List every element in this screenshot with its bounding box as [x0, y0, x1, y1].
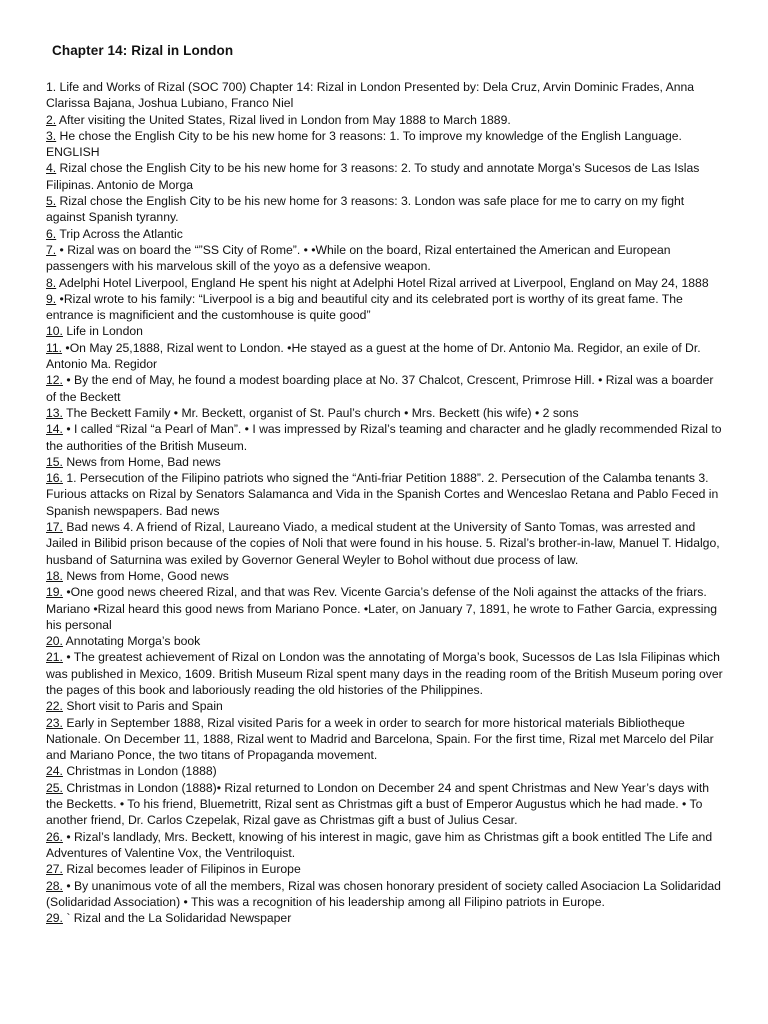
- item-text: •One good news cheered Rizal, and that was Rev. Vicente Garcia’s defense of the Noli against the attacks of the friars. Mariano •Rizal heard this good news from Mariano Ponce. •Later, on January 7, 1891, he wrote to Father Garcia, expressing his personal: [46, 585, 718, 632]
- item-number: 6.: [46, 226, 57, 241]
- list-item: [46, 763, 724, 779]
- item-text: Christmas in London (1888)• Rizal returned to London on December 24 and spent Christmas and New Year’s days with the Becketts. • To his friend, Bluemetritt, Rizal sent as Christmas gift a bust of Emperor Augustus which he had made. • To another friend, Dr. Carlos Czepelak, Rizal gave as Christmas gift a bust of Julius Cesar.: [46, 780, 710, 828]
- item-number: 22.: [46, 699, 63, 714]
- item-number: 2.: [46, 112, 57, 127]
- item-text: Life and Works of Rizal (SOC 700) Chapter 14: Rizal in London Presented by: Dela Cruz, Arvin Dominic Frades, Anna Clarissa Bajana, Joshua Lubiano, Franco Niel: [46, 80, 695, 111]
- list-item: [46, 829, 724, 862]
- item-number: 21.: [46, 650, 63, 665]
- list-item: [46, 291, 724, 324]
- item-number: 5.: [46, 194, 57, 209]
- list-item: [46, 910, 724, 926]
- item-text: After visiting the United States, Rizal lived in London from May 1888 to March 1889.: [56, 112, 511, 127]
- list-item: [46, 861, 724, 877]
- list-item: [46, 421, 724, 454]
- item-text: • Rizal’s landlady, Mrs. Beckett, knowing of his interest in magic, gave him as Christmas gift a book entitled The Life and Adventures of Valentine Vox, the Ventriloquist.: [46, 829, 713, 860]
- item-number: 14.: [46, 422, 63, 437]
- item-text: The Beckett Family • Mr. Beckett, organist of St. Paul’s church • Mrs. Beckett (his wife) • 2 sons: [62, 405, 579, 420]
- list-item: [46, 372, 724, 405]
- list-item: [46, 649, 724, 698]
- item-text: News from Home, Good news: [62, 568, 229, 583]
- item-number: 12.: [46, 373, 63, 388]
- item-number: 18.: [46, 568, 63, 583]
- item-number: 28.: [46, 878, 63, 893]
- item-number: 24.: [46, 764, 63, 779]
- list-item: [46, 193, 724, 226]
- item-text: Life in London: [62, 324, 143, 339]
- item-number: 20.: [46, 634, 63, 649]
- item-text: •Rizal wrote to his family: “Liverpool is a big and beautiful city and its celebrated port is worthy of its great fame. The entrance is magnificient and the customhouse is quite good”: [46, 291, 683, 323]
- item-text: Rizal chose the English City to be his new home for 3 reasons: 3. London was safe place for me to carry on my fight against Spanish tyranny.: [46, 194, 685, 225]
- item-text: 1. Persecution of the Filipino patriots who signed the “Anti-friar Petition 1888”. 2. Persecution of the Calamba tenants 3. Furious attacks on Rizal by Senators Salamanca and Vida in the Spanish Cortes and Wenceslao Retana and Pablo Feced in Spanish newspapers. Bad news: [46, 471, 719, 518]
- list-item: [46, 878, 724, 911]
- item-text: • By the end of May, he found a modest boarding place at No. 37 Chalcot, Crescent, Primrose Hill. • Rizal was a boarder of the Beckett: [46, 373, 714, 404]
- item-number: 8.: [46, 275, 57, 290]
- list-item: [46, 715, 724, 764]
- list-item: [46, 226, 724, 242]
- item-text: • The greatest achievement of Rizal on London was the annotating of Morga’s book, Sucessos de Las Isla Filipinas which was published in Mexico, 1609. British Museum Rizal spent many days in the reading room of the British Museum poring over the pages of this book and laboriously reading the old histories of the Philippines.: [46, 650, 723, 697]
- list-item: [46, 340, 724, 373]
- list-item: [46, 405, 724, 421]
- list-item: [46, 519, 724, 568]
- item-text: News from Home, Bad news: [62, 454, 221, 469]
- item-text: • I called “Rizal “a Pearl of Man”. • I was impressed by Rizal’s teaming and character and he gladly recommended Rizal to the authorities of the British Museum.: [46, 422, 722, 453]
- item-number: 10.: [46, 324, 63, 339]
- item-text: ` Rizal and the La Solidaridad Newspaper: [62, 911, 292, 926]
- list-item: [46, 568, 724, 584]
- item-text: Rizal chose the English City to be his new home for 3 reasons: 2. To study and annotate Morga’s Sucesos de Las Islas Filipinas. Antonio de Morga: [46, 161, 700, 192]
- item-text: • Rizal was on board the “”SS City of Rome”. • •While on the board, Rizal entertained the American and European passengers with his marvelous skill of the yoyo as a defensive weapon.: [46, 242, 671, 274]
- list-item: [46, 780, 724, 829]
- item-number: 29.: [46, 911, 63, 926]
- page-title: Chapter 14: Rizal in London: [52, 43, 234, 58]
- item-number: 17.: [46, 520, 63, 535]
- item-text: He chose the English City to be his new home for 3 reasons: 1. To improve my knowledge of the English Language. ENGLISH: [46, 128, 682, 160]
- item-text: Adelphi Hotel Liverpool, England He spent his night at Adelphi Hotel Rizal arrived at Liverpool, England on May 24, 1888: [56, 275, 709, 290]
- item-number: 9.: [46, 291, 57, 306]
- item-text: Annotating Morga’s book: [62, 634, 201, 649]
- item-number: 7.: [46, 242, 57, 257]
- item-number: 13.: [46, 405, 63, 420]
- item-number: 23.: [46, 715, 63, 730]
- item-text: Christmas in London (1888): [62, 764, 217, 779]
- item-text: Rizal becomes leader of Filipinos in Europe: [62, 862, 301, 877]
- item-text: Bad news 4. A friend of Rizal, Laureano Viado, a medical student at the University of Santo Tomas, was arrested and Jailed in Bilibid prison because of the copies of Noli that were found in his house. 5. Rizal’s brother-in-law, Manuel T. Hidalgo, husband of Saturnina was exiled by Governor General Weyler to Bohol without due process of law.: [46, 520, 720, 567]
- item-text: Trip Across the Atlantic: [56, 226, 183, 241]
- document-body: [46, 79, 724, 926]
- list-item: [46, 454, 724, 470]
- list-item: [46, 470, 724, 519]
- list-item: [46, 79, 724, 112]
- item-number: 27.: [46, 862, 63, 877]
- item-number: 3.: [46, 128, 57, 143]
- item-text: • By unanimous vote of all the members, Rizal was chosen honorary president of society called Asociacion La Solidaridad (Solidaridad Association) • This was a recognition of his leadership among all Filipino patriots in Europe.: [46, 878, 721, 909]
- list-item: [46, 242, 724, 275]
- item-number: 26.: [46, 829, 63, 844]
- list-item: [46, 323, 724, 339]
- list-item: [46, 128, 724, 161]
- list-item: [46, 275, 724, 291]
- item-text: Short visit to Paris and Spain: [62, 699, 223, 714]
- item-text: •On May 25,1888, Rizal went to London. •He stayed as a guest at the home of Dr. Antonio Ma. Regidor, an exile of Dr. Antonio Ma. Regidor: [46, 340, 701, 372]
- item-text: Early in September 1888, Rizal visited Paris for a week in order to search for more historical materials Bibliotheque Nationale. On December 11, 1888, Rizal went to Madrid and Barcelona, Spain. For the first time, Rizal met Marcelo del Pilar and Mariano Ponce, the two titans of Propaganda movement.: [46, 715, 714, 763]
- list-item: [46, 633, 724, 649]
- item-number: 19.: [46, 585, 63, 600]
- list-item: [46, 112, 724, 128]
- item-number: 1.: [46, 80, 57, 94]
- item-number: 11.: [46, 340, 63, 355]
- list-item: [46, 698, 724, 714]
- item-number: 4.: [46, 161, 57, 176]
- list-item: [46, 584, 724, 633]
- item-number: 25.: [46, 780, 63, 795]
- item-number: 16.: [46, 471, 63, 486]
- list-item: [46, 160, 724, 193]
- item-number: 15.: [46, 454, 63, 469]
